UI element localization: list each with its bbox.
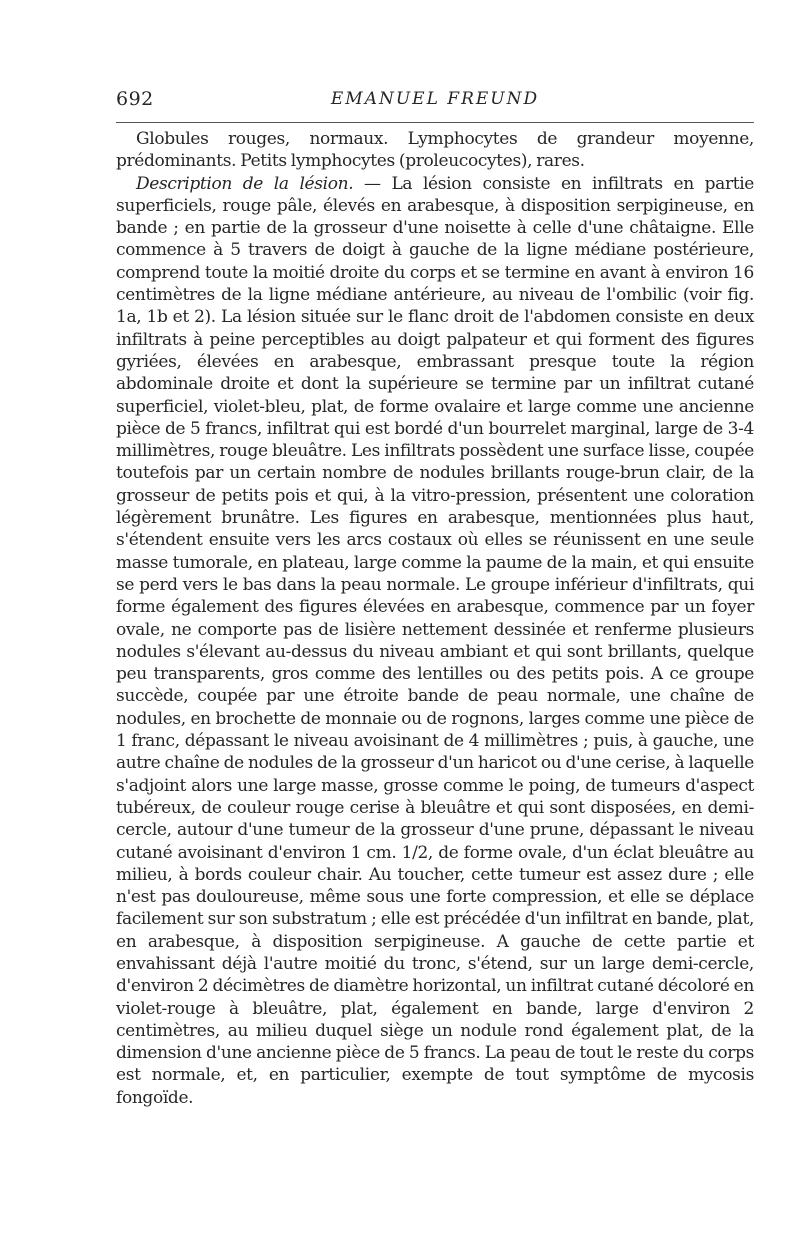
running-title: EMANUEL FREUND [330, 89, 540, 109]
paragraph-blood-findings: Globules rouges, normaux. Lymphocytes de grandeur moyenne, prédominants. Petits lymphocytes (proleucocytes), rares. [116, 129, 754, 172]
page-number: 692 [116, 88, 154, 110]
page-header [116, 88, 754, 123]
paragraph-lesion-description [116, 173, 754, 1109]
lesion-description-text: — La lésion consiste en infiltrats en partie superficiels, rouge pâle, élevés en arabesque, à disposition serpigineuse, en bande ; en partie de la grosseur d'une noisette à celle d'une châtaigne. Elle commence à 5 travers de doigt à gauche de la ligne médiane postérieure, comprend toute la moitié droite du corps et se termine en avant à environ 16 centimètres de la ligne médiane antérieure, au niveau de l'ombilic (voir fig. 1a, 1b et 2). La lésion située sur le flanc droit de l'abdomen consiste en deux infiltrats à peine perceptibles au doigt palpateur et qui forment des figures gyriées, élevées en arabesque, embrassant presque toute la région abdominale droite et dont la supérieure se termine par un infiltrat cutané superficiel, violet-bleu, plat, de forme ovalaire et large comme une ancienne pièce de 5 francs, infiltrat qui est bordé d'un bourrelet marginal, large de 3-4 millimètres, rouge bleuâtre. Les infiltrats possèdent une surface lisse, coupée toutefois par un certain nombre de nodules brillants rouge-brun clair, de la grosseur de petits pois et qui, à la vitro-pression, présentent une coloration légèrement brunâtre. Les figures en arabesque, mentionnées plus haut, s'étendent ensuite vers les arcs costaux où elles se réunissent en une seule masse tumorale, en plateau, large comme la paume de la main, et qui ensuite se perd vers le bas dans la peau normale. Le groupe inférieur d'infiltrats, qui forme également des figures élevées en arabesque, commence par un foyer ovale, ne comporte pas de lisière nettement dessinée et renferme plusieurs nodules s'élevant au-dessus du niveau ambiant et qui sont brillants, quelque peu transparents, gros comme des lentilles ou des petits pois. A ce groupe succède, coupée par une étroite bande de peau normale, une chaîne de nodules, en brochette de monnaie ou de rognons, larges comme une pièce de 1 franc, dépassant le niveau avoisinant de 4 millimètres ; puis, à gauche, une autre chaîne de nodules de la grosseur d'un haricot ou d'une cerise, à laquelle s'adjoint alors une large masse, grosse comme le poing, de tumeurs d'aspect tubéreux, de couleur rouge cerise à bleuâtre et qui sont disposées, en demi-cercle, autour d'une tumeur de la grosseur d'une prune, dépassant le niveau cutané avoisinant d'environ 1 cm. 1/2, de forme ovale, d'un éclat bleuâtre au milieu, à bords couleur chair. Au toucher, cette tumeur est assez dure ; elle n'est pas douloureuse, même sous une forte compression, et elle se déplace facilement sur son substratum ; elle est précédée d'un infiltrat en bande, plat, en arabesque, à disposition serpigineuse. A gauche de cette partie et envahissant déjà l'autre moitié du tronc, s'étend, sur un large demi-cercle, d'environ 2 décimètres de diamètre horizontal, un infiltrat cutané décoloré en violet-rouge à bleuâtre, plat, également en bande, large d'environ 2 centimètres, au milieu duquel siège un nodule rond également plat, de la dimension d'une ancienne pièce de 5 francs. La peau de tout le reste du corps est normale, et, en particulier, exempte de tout symptôme de mycosis fongoïde. [116, 173, 755, 1108]
body-text [116, 128, 754, 1109]
section-label: Description de la lésion. [136, 173, 354, 194]
